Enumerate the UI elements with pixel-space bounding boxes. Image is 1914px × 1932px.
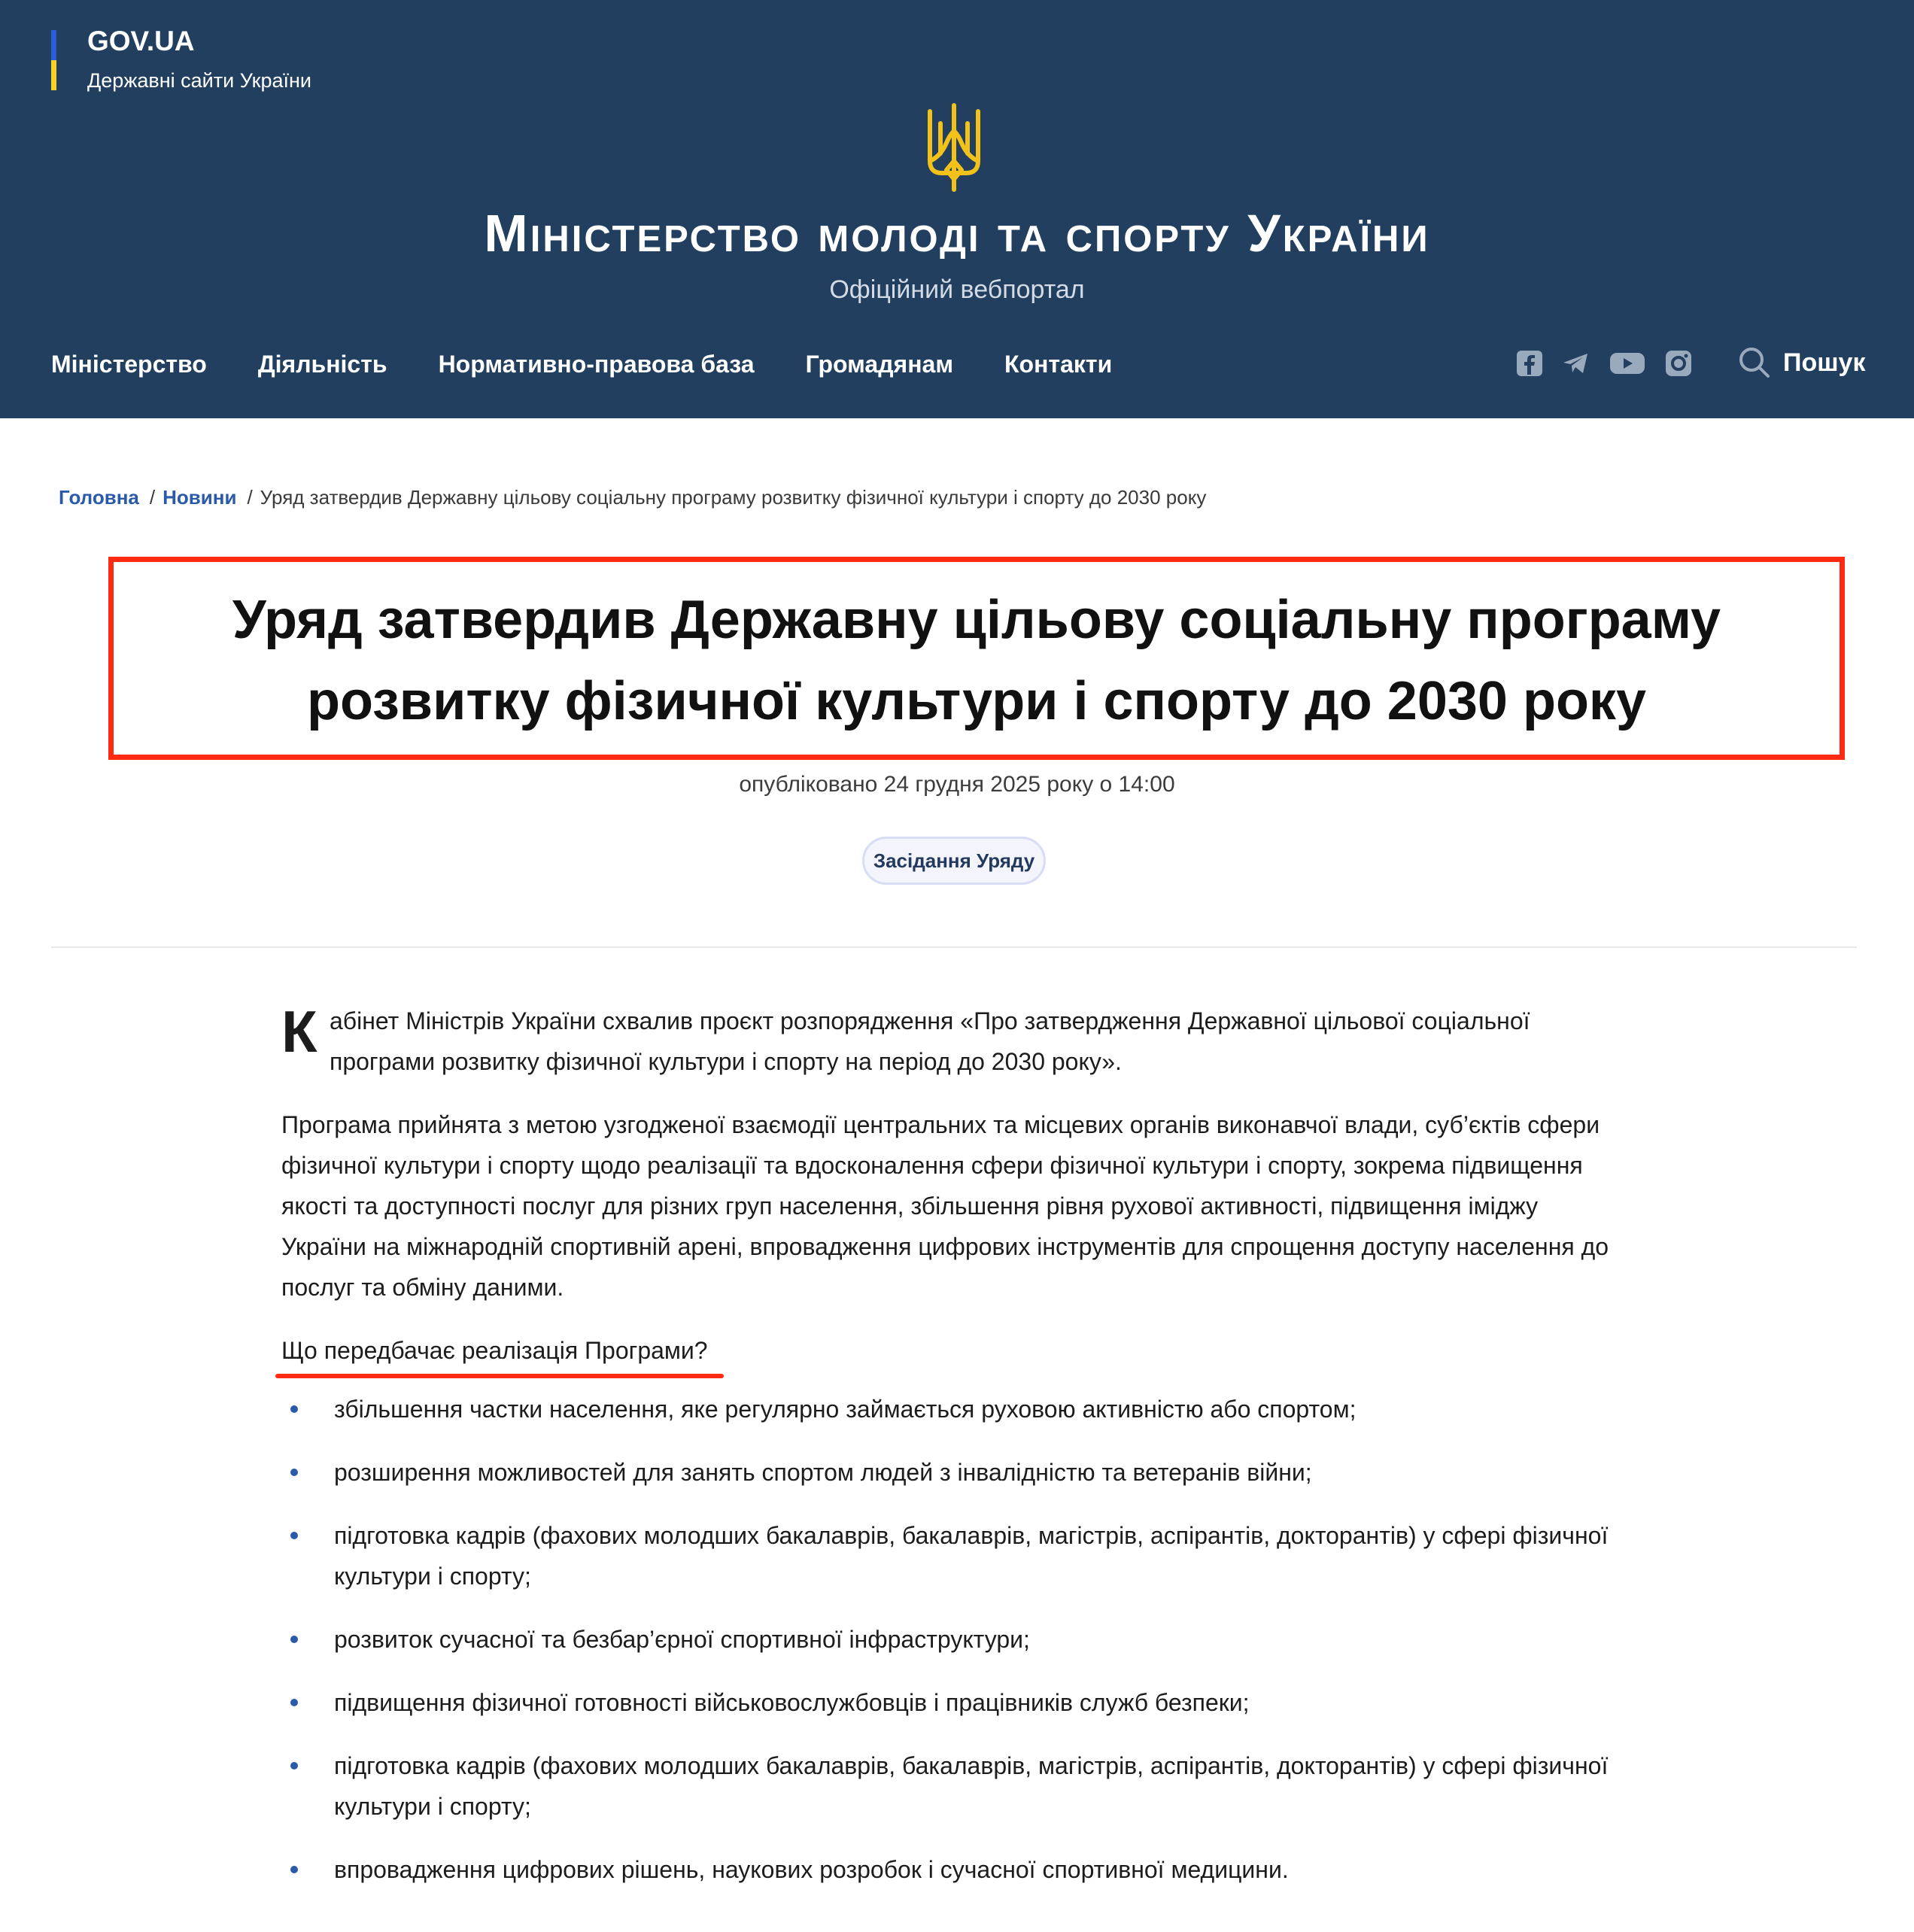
list-item bbox=[281, 1515, 1628, 1596]
divider bbox=[51, 946, 1857, 948]
social-links bbox=[1515, 349, 1693, 378]
lead-paragraph bbox=[281, 998, 1628, 1082]
trident-emblem-icon[interactable] bbox=[924, 101, 984, 193]
search-icon[interactable] bbox=[1738, 346, 1771, 379]
list-item-text: розширення можливостей для занять спортом людей з інвалідністю та ветеранів війни; bbox=[334, 1459, 1312, 1486]
bullet-icon bbox=[290, 1762, 298, 1769]
breadcrumb-home[interactable]: Головна bbox=[59, 486, 139, 509]
youtube-icon[interactable] bbox=[1609, 349, 1646, 378]
search-button[interactable] bbox=[1738, 346, 1865, 379]
bullet-icon bbox=[290, 1405, 298, 1413]
breadcrumb-news[interactable]: Новини bbox=[163, 486, 237, 509]
bullet-icon bbox=[290, 1699, 298, 1706]
main-nav bbox=[51, 351, 1112, 378]
question-red-underline bbox=[275, 1374, 724, 1378]
list-item-text: збільшення частки населення, яке регулярно займається руховою активністю або спортом; bbox=[334, 1396, 1357, 1423]
program-goals-list bbox=[281, 1389, 1628, 1890]
search-label[interactable]: Пошук bbox=[1783, 348, 1866, 377]
site-subtitle: Офіційний вебпортал bbox=[829, 275, 1085, 304]
nav-item-activity[interactable]: Діяльність bbox=[257, 351, 387, 378]
nav-item-ministry[interactable]: Міністерство bbox=[51, 351, 207, 378]
site-header bbox=[0, 0, 1914, 418]
program-question-text: Що передбачає реалізація Програми? bbox=[281, 1337, 708, 1364]
breadcrumb-current: Уряд затвердив Державну цільову соціальну програму розвитку фізичної культури і спорту до 2030 року bbox=[260, 486, 1207, 509]
list-item bbox=[281, 1619, 1628, 1660]
breadcrumb-separator: / bbox=[149, 486, 156, 509]
lead-text: абінет Міністрів України схвалив проєкт розпорядження «Про затвердження Державної цільової соціальної програми розвитку фізичної культури і спорту на період до 2030 року». bbox=[330, 1007, 1530, 1075]
bullet-icon bbox=[290, 1636, 298, 1643]
bullet-icon bbox=[290, 1469, 298, 1476]
facebook-icon[interactable] bbox=[1515, 349, 1544, 378]
list-item-text: підготовка кадрів (фахових молодших бакалаврів, бакалаврів, магістрів, аспірантів, докторантів) у сфері фізичної культури і спорту; bbox=[334, 1752, 1609, 1820]
article-title: Уряд затвердив Державну цільову соціальну програму розвитку фізичної культури і спорту до 2030 року bbox=[232, 590, 1721, 731]
govua-title[interactable]: GOV.UA bbox=[87, 26, 195, 56]
list-item bbox=[281, 1389, 1628, 1429]
list-item bbox=[281, 1745, 1628, 1827]
bullet-icon bbox=[290, 1532, 298, 1539]
program-question bbox=[281, 1330, 708, 1371]
govua-subtitle[interactable]: Державні сайти України bbox=[87, 69, 311, 92]
ukraine-flag-bar bbox=[51, 30, 56, 90]
body-paragraph: Програма прийнята з метою узгодженої взаємодії центральних та місцевих органів виконавчої влади, суб’єктів сфери фізичної культури і спорту щодо реалізації та вдосконалення сфери фізичної культури і спорту, зокрема підвищення якості та доступності послуг для різних груп населення, збільшення рівня рухової активності, підвищення іміджу України на міжнародній спортивній арені, впровадження цифрових інструментів для спрощення доступу населення до послуг та обміну даними. bbox=[281, 1111, 1609, 1301]
bullet-icon bbox=[290, 1866, 298, 1873]
article-body bbox=[281, 998, 1628, 1912]
category-tag[interactable]: Засідання Уряду bbox=[862, 837, 1046, 885]
list-item-text: підвищення фізичної готовності військовослужбовців і працівників служб безпеки; bbox=[334, 1689, 1250, 1716]
drop-cap: К bbox=[281, 998, 317, 1065]
breadcrumb-separator: / bbox=[247, 486, 253, 509]
telegram-icon[interactable] bbox=[1562, 349, 1590, 378]
instagram-icon[interactable] bbox=[1664, 349, 1693, 378]
list-item bbox=[281, 1452, 1628, 1493]
list-item-text: підготовка кадрів (фахових молодших бакалаврів, бакалаврів, магістрів, аспірантів, докторантів) у сфері фізичної культури і спорту; bbox=[334, 1522, 1609, 1590]
list-item-text: впровадження цифрових рішень, наукових розробок і сучасної спортивної медицини. bbox=[334, 1856, 1289, 1883]
publish-date: опубліковано 24 грудня 2025 року о 14:00 bbox=[739, 772, 1175, 797]
nav-item-legal-base[interactable]: Нормативно-правова база bbox=[438, 351, 755, 378]
list-item-text: розвиток сучасної та безбар’єрної спортивної інфраструктури; bbox=[334, 1626, 1030, 1653]
nav-item-contacts[interactable]: Контакти bbox=[1004, 351, 1113, 378]
nav-item-citizens[interactable]: Громадянам bbox=[805, 351, 953, 378]
site-title[interactable]: Міністерство молоді та спорту України bbox=[484, 204, 1430, 263]
list-item bbox=[281, 1682, 1628, 1723]
list-item bbox=[281, 1849, 1628, 1890]
breadcrumb bbox=[59, 486, 1206, 509]
